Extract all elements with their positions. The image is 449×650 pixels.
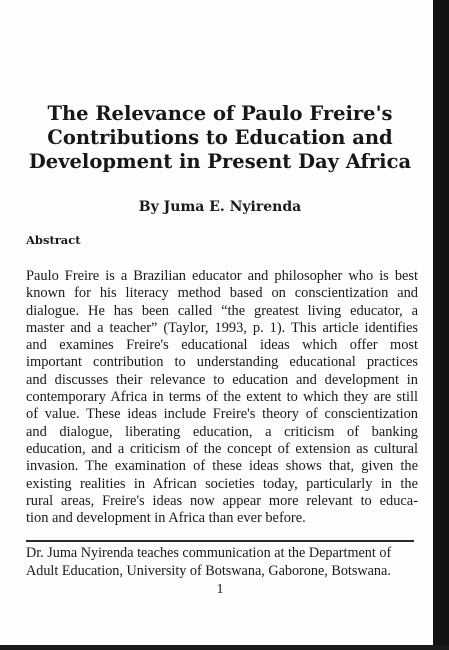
footnote-line: Dr. Juma Nyirenda teaches communication at the Department of: [26, 545, 392, 561]
footnote-divider: [26, 540, 414, 542]
abstract-line: rural areas, Freire's ideas now appear more relevant to educa-: [26, 492, 418, 509]
scan-border-bottom: [0, 645, 449, 650]
abstract-body: [26, 268, 418, 527]
scan-border-right: [433, 0, 449, 650]
abstract-heading: Abstract: [26, 233, 81, 247]
abstract-line: of value. These ideas include Freire's theory of conscientization: [26, 406, 418, 423]
title-line: Development in Present Day Africa: [28, 150, 412, 173]
abstract-line: invasion. The examination of these ideas shows that, given the: [26, 458, 418, 475]
abstract-line: existing realities in African societies today, particularly in the: [26, 475, 418, 492]
abstract-line: master and a teacher” (Taylor, 1993, p. 1). This article identifies: [26, 319, 418, 336]
title-line: Contributions to Education and: [47, 126, 393, 149]
abstract-line: dialogue. He has been called “the greatest living educator, a: [26, 302, 418, 319]
page-number: 1: [216, 582, 224, 597]
author-footnote: [26, 545, 418, 580]
article-title: [20, 102, 420, 174]
author-byline: By Juma E. Nyirenda: [138, 199, 302, 215]
footnote-line: Adult Education, University of Botswana, Gaborone, Botswana.: [26, 562, 391, 579]
abstract-line: education, and a criticism of the concept of extension as cultural: [26, 440, 418, 457]
abstract-line: known for his literacy method based on conscientization and: [26, 285, 418, 302]
abstract-line: and discusses their relevance to education and development in: [26, 371, 418, 388]
title-line: The Relevance of Paulo Freire's: [47, 102, 393, 125]
abstract-line: Paulo Freire is a Brazilian educator and philosopher who is best: [26, 268, 418, 284]
abstract-line: tion and development in Africa than ever before.: [26, 510, 306, 527]
abstract-line: and examines Freire's educational ideas which offer most: [26, 337, 418, 354]
abstract-line: contemporary Africa in terms of the extent to which they are still: [26, 389, 418, 406]
abstract-line: important contribution to understanding educational practices: [26, 354, 418, 371]
abstract-line: and dialogue, liberating education, a criticism of banking: [26, 423, 418, 440]
